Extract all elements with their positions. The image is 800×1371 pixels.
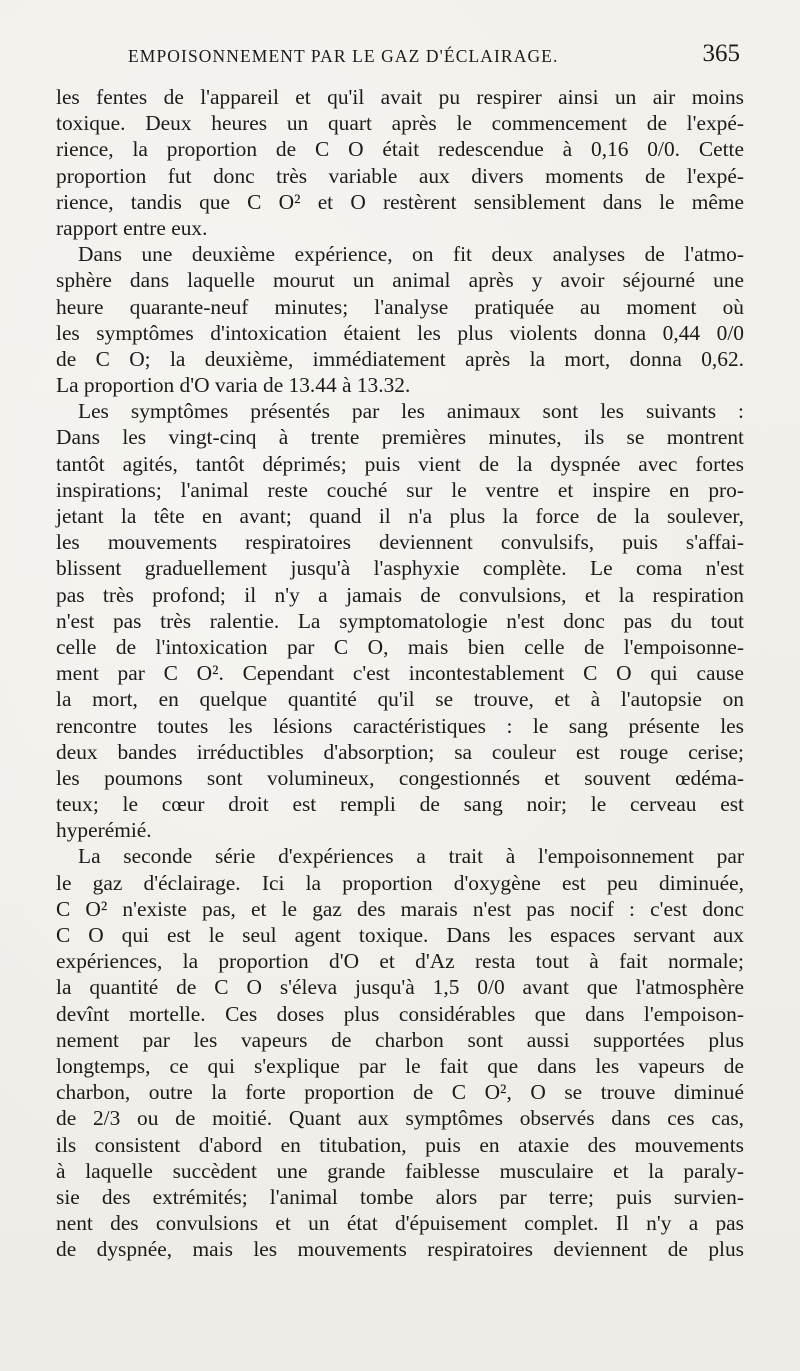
text-line: rapport entre eux. — [56, 215, 208, 240]
text-line: Dans les vingt-cinq à trente premières minutes, ils se montrent — [56, 425, 744, 450]
text-line: la quantité de C O s'éleva jusqu'à 1,5 0/0 avant que l'atmosphère — [56, 975, 744, 1000]
text-line: devînt mortelle. Ces doses plus considérables que dans l'empoison- — [56, 1001, 744, 1026]
text-line: ment par C O². Cependant c'est incontestablement C O qui cause — [56, 661, 744, 686]
text-line: de dyspnée, mais les mouvements respiratoires deviennent de plus — [56, 1237, 744, 1262]
text-line: rencontre toutes les lésions caractéristiques : le sang présente les — [56, 713, 744, 738]
text-line: C O² n'existe pas, et le gaz des marais n'est pas nocif : c'est donc — [56, 896, 744, 921]
text-line: pas très profond; il n'y a jamais de convulsions, et la respiration — [56, 582, 744, 607]
text-line: hyperémié. — [56, 818, 152, 843]
text-line: proportion fut donc très variable aux divers moments de l'expé- — [56, 163, 744, 188]
text-line: charbon, outre la forte proportion de C O², O se trouve diminué — [56, 1080, 744, 1105]
text-line: longtemps, ce qui s'explique par le fait que dans les vapeurs de — [56, 1053, 744, 1078]
text-line: le gaz d'éclairage. Ici la proportion d'oxygène est peu diminuée, — [56, 870, 744, 895]
body-text — [56, 84, 744, 1262]
text-line: jetant la tête en avant; quand il n'a plus la force de la soulever, — [56, 504, 744, 528]
text-line: nement par les vapeurs de charbon sont aussi supportées plus — [56, 1027, 744, 1052]
text-line: toxique. Deux heures un quart après le commencement de l'expé- — [56, 111, 744, 136]
paragraph-start-line: Les symptômes présentés par les animaux sont les suivants : — [78, 399, 744, 424]
text-line: La proportion d'O varia de 13.44 à 13.32. — [56, 373, 411, 398]
text-line: celle de l'intoxication par C O, mais bien celle de l'empoisonne- — [56, 634, 744, 659]
running-title: EMPOISONNEMENT PAR LE GAZ D'ÉCLAIRAGE. — [128, 46, 559, 66]
text-line: blissent graduellement jusqu'à l'asphyxie complète. Le coma n'est — [56, 556, 744, 581]
text-line: C O qui est le seul agent toxique. Dans les espaces servant aux — [56, 923, 744, 947]
text-line: de 2/3 ou de moitié. Quant aux symptômes observés dans ces cas, — [56, 1106, 744, 1131]
text-line: les mouvements respiratoires deviennent convulsifs, puis s'affai- — [56, 530, 744, 555]
paragraph-start-line: La seconde série d'expériences a trait à l'empoisonnement par — [78, 844, 744, 869]
text-line: deux bandes irréductibles d'absorption; sa couleur est rouge cerise; — [56, 739, 744, 764]
text-line: teux; le cœur droit est rempli de sang noir; le cerveau est — [56, 792, 744, 817]
text-line: sie des extrémités; l'animal tombe alors par terre; puis survien- — [56, 1184, 744, 1209]
text-line: la mort, en quelque quantité qu'il se trouve, et à l'autopsie on — [56, 687, 744, 712]
paragraph-start-line: Dans une deuxième expérience, on fit deux analyses de l'atmo- — [78, 242, 744, 267]
text-line: de C O; la deuxième, immédiatement après la mort, donna 0,62. — [56, 346, 744, 371]
text-line: les symptômes d'intoxication étaient les plus violents donna 0,44 0/0 — [56, 320, 744, 345]
text-line: nent des convulsions et un état d'épuisement complet. Il n'y a pas — [56, 1211, 744, 1236]
text-line: les poumons sont volumineux, congestionnés et souvent œdéma- — [56, 765, 744, 790]
text-line: ils consistent d'abord en titubation, puis en ataxie des mouvements — [56, 1132, 744, 1157]
running-header — [0, 40, 800, 74]
text-line: tantôt agités, tantôt déprimés; puis vient de la dyspnée avec fortes — [56, 451, 744, 476]
text-line: rience, tandis que C O² et O restèrent sensiblement dans le même — [56, 189, 744, 214]
text-line: inspirations; l'animal reste couché sur le ventre et inspire en pro- — [56, 477, 744, 502]
text-line: n'est pas très ralentie. La symptomatologie n'est donc pas du tout — [56, 608, 744, 633]
page-number: 365 — [702, 40, 740, 67]
text-line: sphère dans laquelle mourut un animal après y avoir séjourné une — [56, 268, 744, 293]
text-line: les fentes de l'appareil et qu'il avait pu respirer ainsi un air moins — [56, 85, 744, 109]
text-line: à laquelle succèdent une grande faiblesse musculaire et la paraly- — [56, 1158, 744, 1183]
text-line: expériences, la proportion d'O et d'Az resta tout à fait normale; — [56, 949, 744, 974]
text-line: heure quarante-neuf minutes; l'analyse pratiquée au moment où — [56, 294, 744, 319]
text-line: rience, la proportion de C O était redescendue à 0,16 0/0. Cette — [56, 137, 744, 162]
